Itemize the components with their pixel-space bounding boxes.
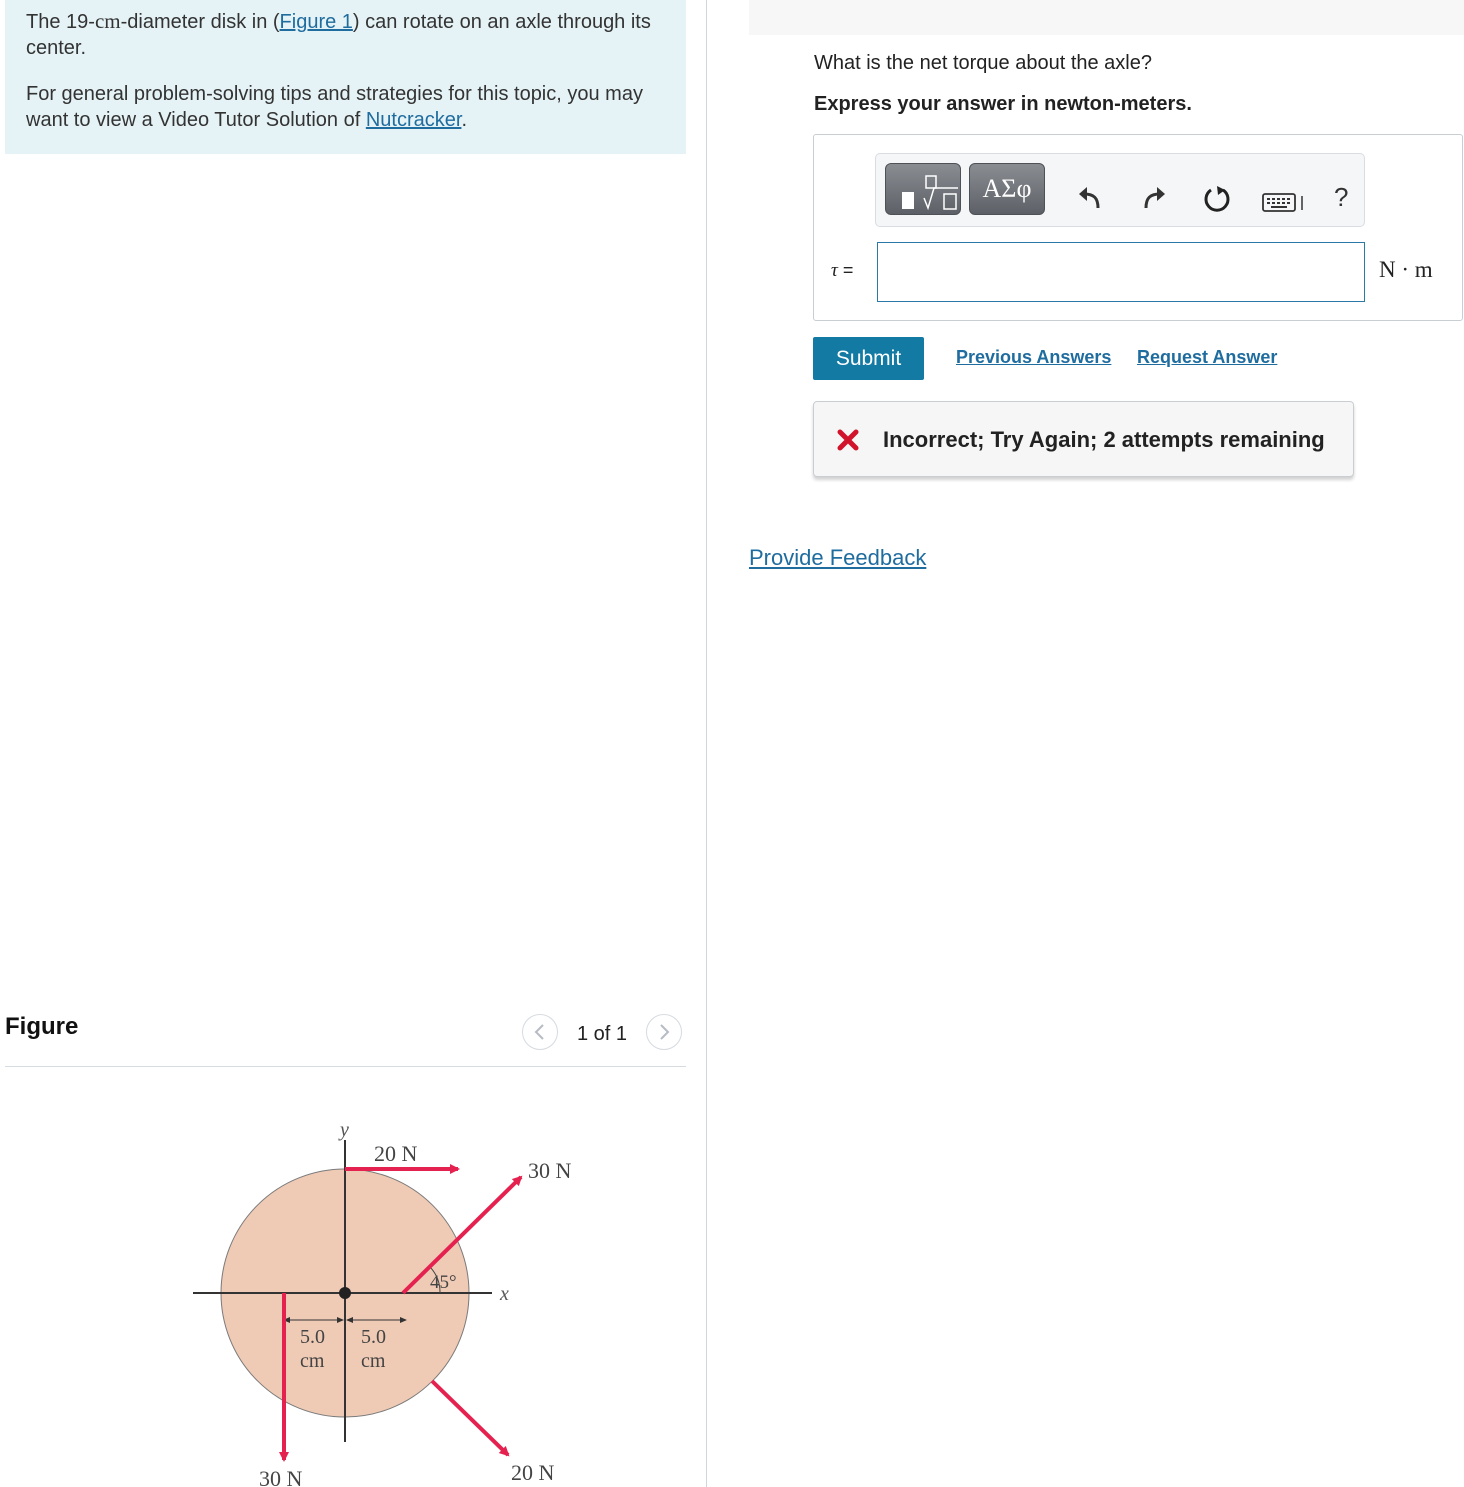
feedback-text: Incorrect; Try Again; 2 attempts remaining	[883, 427, 1325, 452]
redo-icon[interactable]	[1138, 182, 1168, 212]
previous-answers-link[interactable]: Previous Answers	[956, 347, 1112, 367]
templates-icon	[886, 164, 962, 216]
figure-title: Figure	[5, 1013, 79, 1040]
column-divider	[706, 0, 707, 1487]
y-axis-label: y	[340, 1119, 349, 1141]
chevron-left-icon	[533, 1023, 547, 1041]
axle-point	[339, 1287, 351, 1299]
request-answer-link[interactable]: Request Answer	[1137, 347, 1278, 367]
answer-instruction: Express your answer in newton-meters.	[814, 93, 1192, 115]
keyboard-icon[interactable]	[1262, 190, 1306, 214]
next-figure-button[interactable]	[646, 1014, 682, 1050]
previous-figure-button[interactable]	[522, 1014, 558, 1050]
question-text: What is the net torque about the axle?	[814, 52, 1152, 74]
answer-variable-label: τ =	[831, 260, 854, 281]
answer-unit: N · m	[1379, 257, 1433, 282]
left-distance-unit: cm	[300, 1350, 325, 1372]
figure-1-link[interactable]: Figure 1	[279, 11, 353, 33]
force-bottom-30n-label: 30 N	[259, 1466, 303, 1487]
force-20n-diagonal-label: 20 N	[511, 1460, 555, 1485]
unit-cm: cm	[94, 9, 121, 33]
x-axis-label: x	[500, 1283, 509, 1305]
feedback-message	[813, 401, 1354, 477]
force-20n-diagonal-arrow	[432, 1381, 508, 1455]
chevron-right-icon	[657, 1023, 671, 1041]
incorrect-x-icon	[836, 428, 860, 452]
problem-intro	[5, 0, 686, 154]
left-distance-value: 5.0	[300, 1326, 325, 1348]
submit-button[interactable]: Submit	[813, 337, 924, 380]
answer-input[interactable]	[877, 242, 1365, 302]
undo-icon[interactable]	[1076, 182, 1106, 212]
nutcracker-link[interactable]: Nutcracker	[365, 109, 462, 131]
templates-button[interactable]	[885, 163, 961, 215]
force-30n-45deg-label: 30 N	[528, 1158, 572, 1183]
force-top-20n-label: 20 N	[374, 1141, 418, 1166]
figure-pager: 1 of 1	[577, 1023, 628, 1045]
math-toolbar	[875, 153, 1365, 227]
video-tutor-note: For general problem-solving tips and strategies for this topic, you may want to view a Video Tutor Solution of Nutcracker.	[26, 83, 643, 131]
figure-divider	[5, 1066, 686, 1067]
angle-label: 45°	[430, 1272, 457, 1293]
right-distance-unit: cm	[361, 1350, 386, 1372]
provide-feedback-link[interactable]: Provide Feedback	[749, 545, 927, 570]
disk-force-diagram	[180, 1110, 600, 1487]
greek-symbols-button[interactable]: ΑΣφ	[969, 163, 1045, 215]
help-button[interactable]: ?	[1334, 182, 1349, 212]
part-header-strip	[749, 0, 1464, 35]
right-distance-value: 5.0	[361, 1326, 386, 1348]
reset-icon[interactable]	[1201, 184, 1233, 216]
problem-statement: The 19-cm-diameter disk in (Figure 1) can rotate on an axle through its center.	[26, 9, 651, 59]
